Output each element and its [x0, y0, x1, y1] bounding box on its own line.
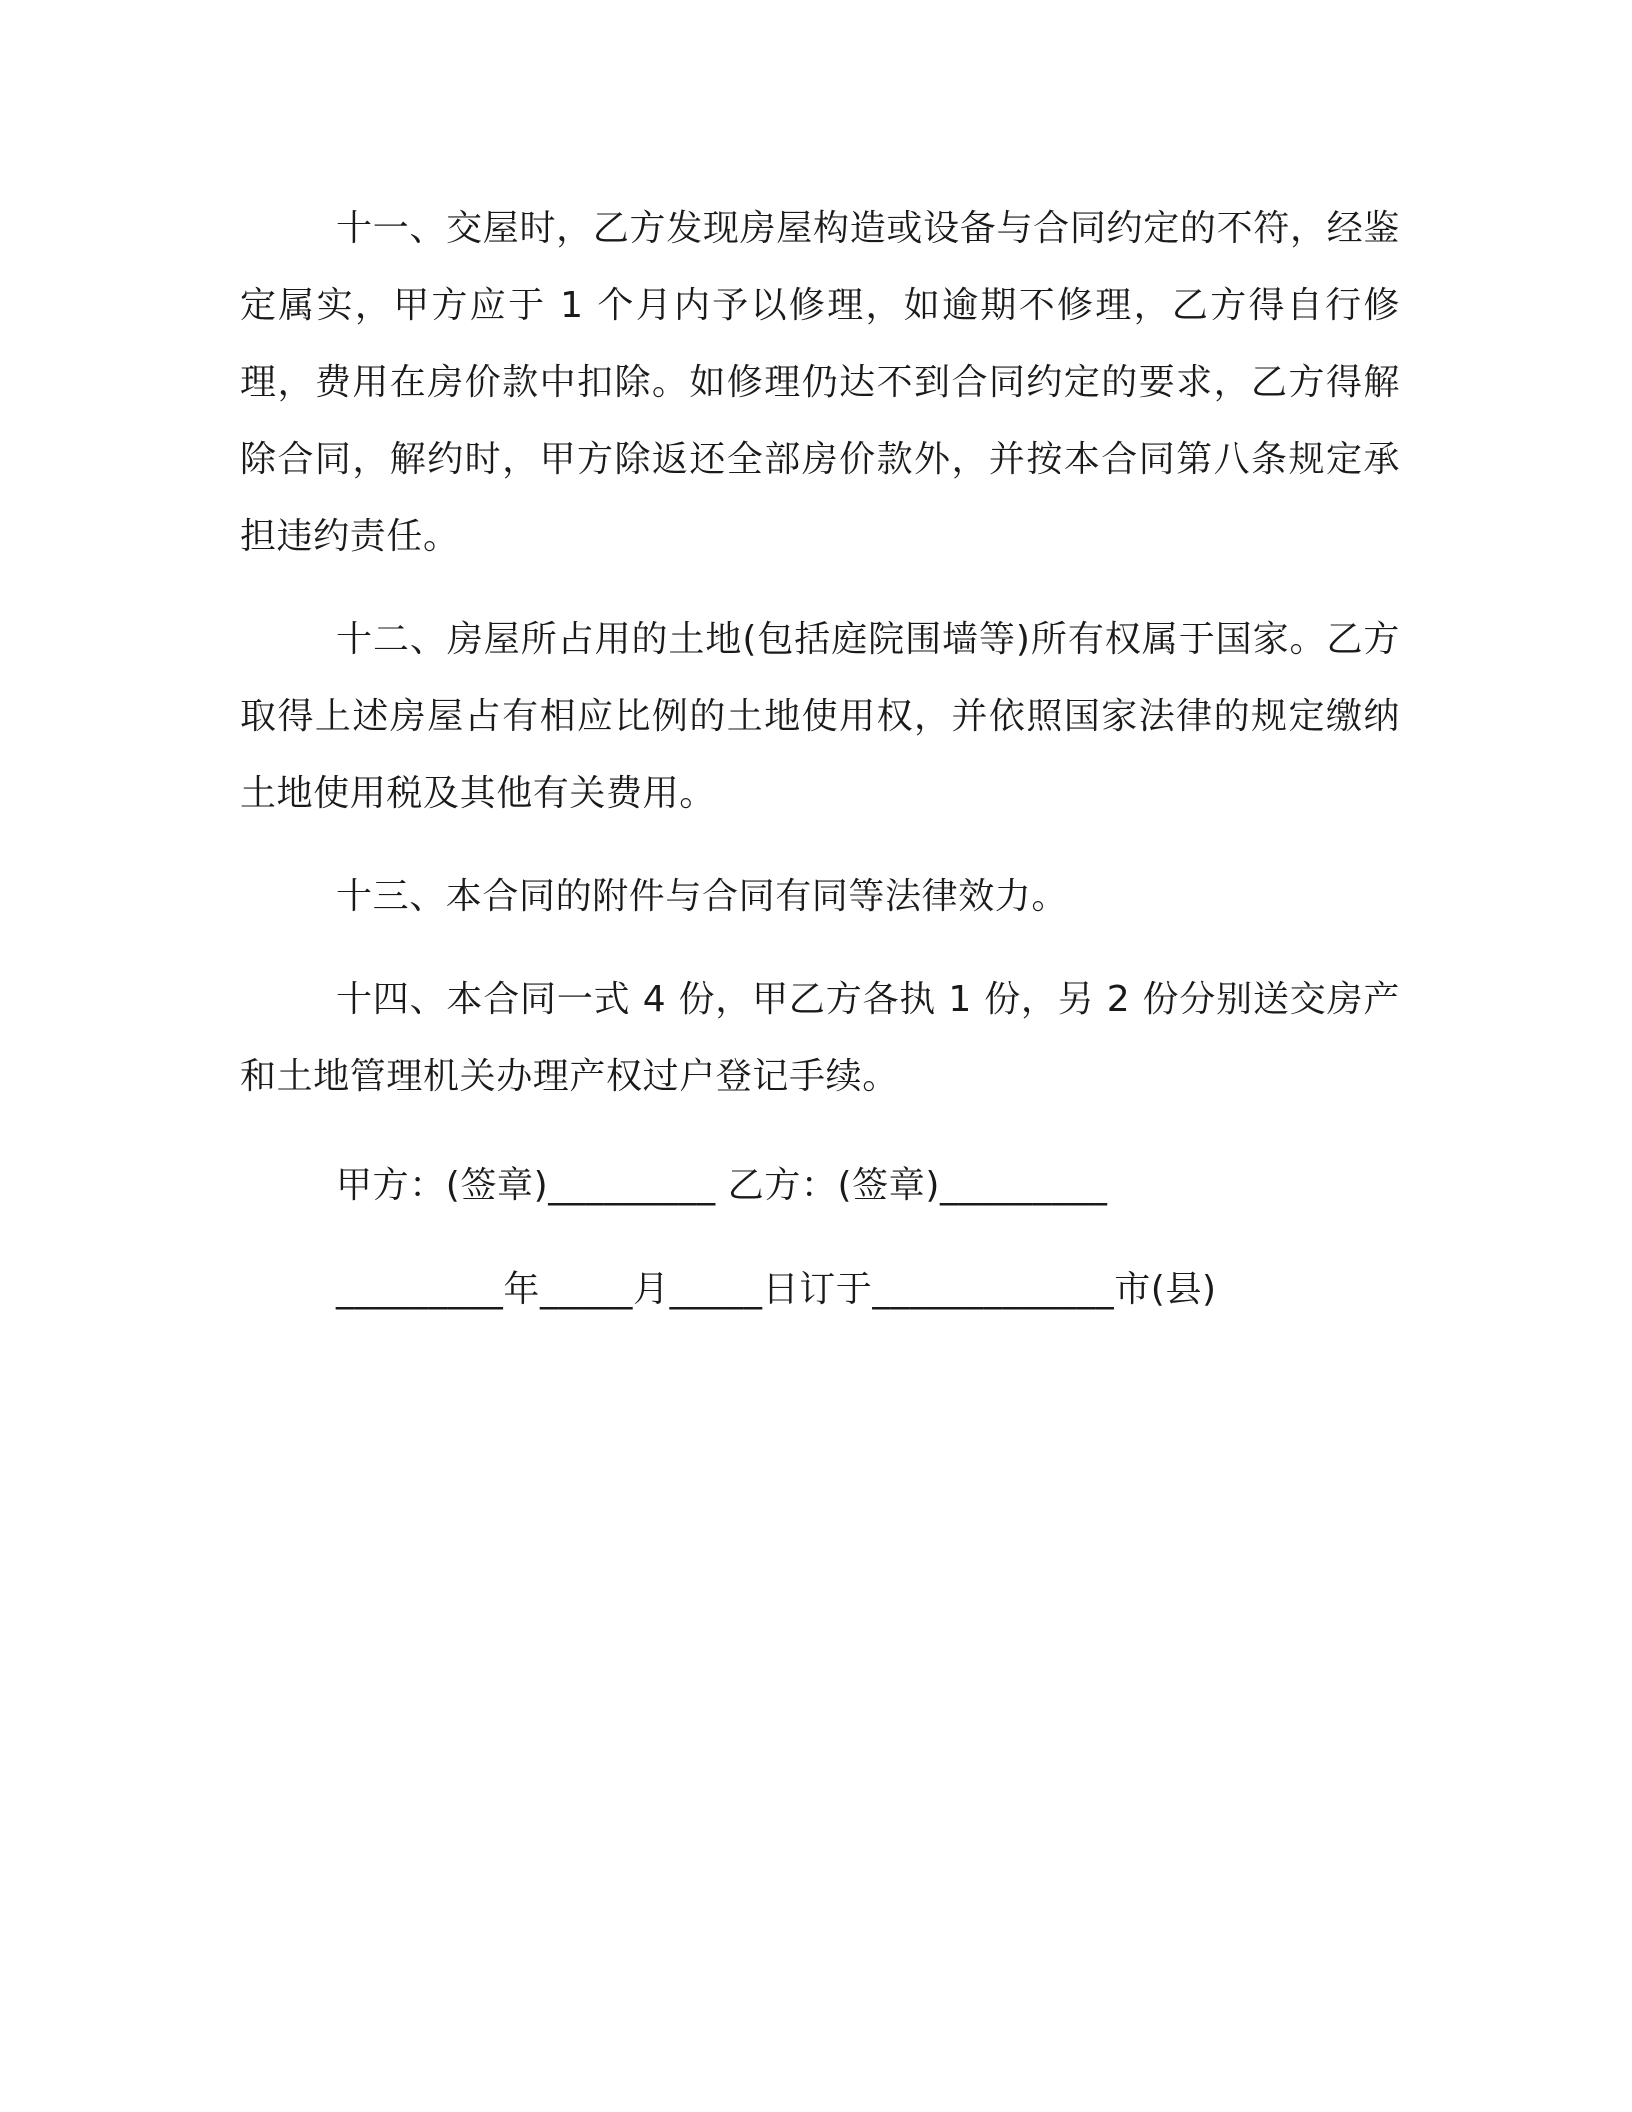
clause-14: 十四、本合同一式 4 份，甲乙方各执 1 份，另 2 份分别送交房产和土地管理机关办理产权过户登记手续。: [240, 979, 1400, 1097]
clause-11: 十一、交屋时，乙方发现房屋构造或设备与合同约定的不符，经鉴定属实，甲方应于 1 个月内予以修理，如逾期不修理，乙方得自行修理，费用在房价款中扣除。如修理仍达不到合同约定的要求，乙方得解除合同，解约时，甲方除返还全部房价款外，并按本合同第八条规定承担违约责任。: [240, 208, 1400, 557]
date-place-line: _________年_____月_____日订于_____________市(县): [336, 1269, 1217, 1310]
signature-line: 甲方：(签章)_________ 乙方：(签章)_________: [336, 1165, 1108, 1206]
document-body: [240, 190, 1400, 1335]
clause-12: 十二、房屋所占用的土地(包括庭院围墙等)所有权属于国家。乙方取得上述房屋占有相应比例的土地使用权，并依照国家法律的规定缴纳土地使用税及其他有关费用。: [240, 619, 1400, 814]
clause-13: 十三、本合同的附件与合同有同等法律效力。: [336, 876, 1069, 917]
